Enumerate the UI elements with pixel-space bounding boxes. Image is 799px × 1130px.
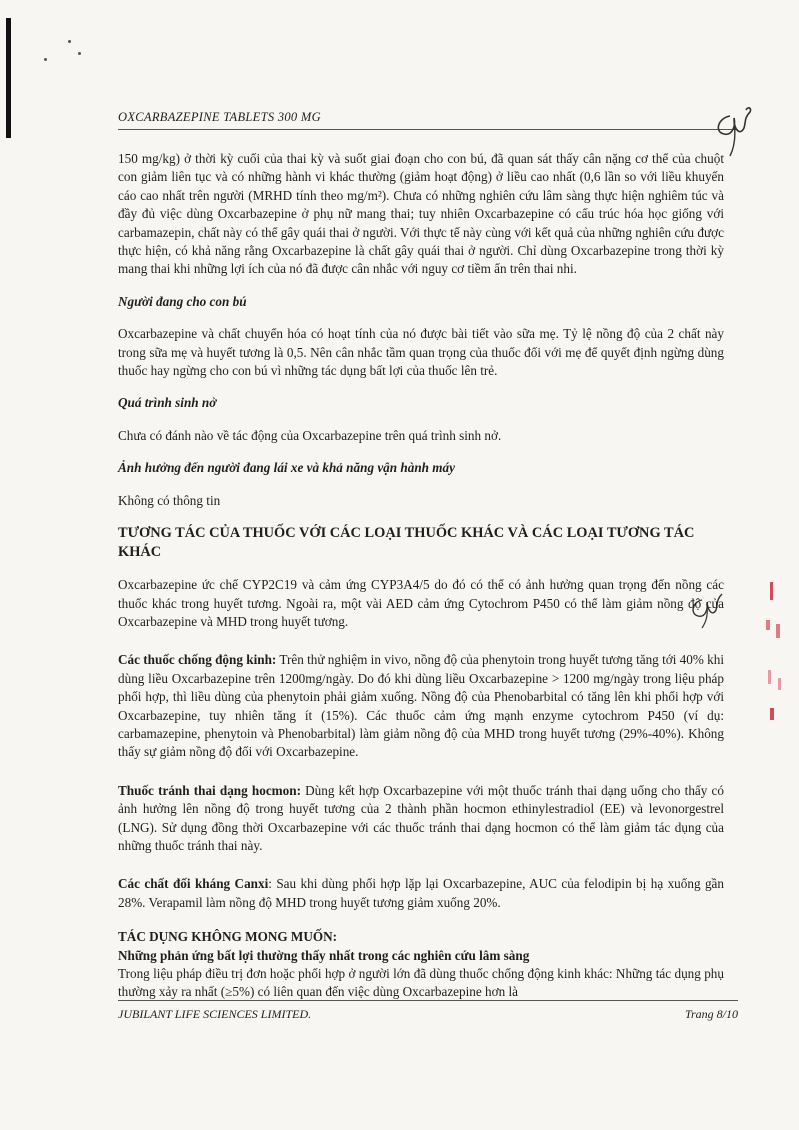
- paragraph-pregnancy: 150 mg/kg) ở thời kỳ cuối của thai kỳ và suốt giai đoạn cho con bú, đã quan sát thấy cân nặng cơ thể của chuột con giảm liên tục và có những hành vi khác thường (giảm hoạt động) ở liều cao nhất (0,6 lần so với liều khuyến cáo cao nhất trên người (MRHD tính theo mg/m²). Chưa có những nghiên cứu lâm sàng thực hiện nghiêm túc và đầy đủ việc dùng Oxcarbazepine ở phụ nữ mang thai; tuy nhiên Oxcarbazepine có cấu trúc hóa học giống với carbamazepin, chất này có thể gây quái thai ở người. Với thực tế này cùng với kết quả của những nghiên cứu được thực hiện, có khả năng rằng Oxcarbazepine là chất gây quái thai ở người. Chỉ dùng Oxcarbazepine trong thời kỳ mang thai khi những lợi ích của nó đã được cân nhắc với nguy cơ tiềm ẩn trên thai nhi.: [118, 151, 724, 277]
- section-heading-interactions: TƯƠNG TÁC CỦA THUỐC VỚI CÁC LOẠI THUỐC KHÁC VÀ CÁC LOẠI TƯƠNG TÁC KHÁC: [118, 525, 695, 561]
- label-contraceptives: Thuốc tránh thai dạng hocmon:: [118, 782, 301, 798]
- scan-speck: [44, 58, 47, 61]
- section-heading-adverse-effects: TÁC DỤNG KHÔNG MONG MUỐN:: [118, 929, 338, 945]
- scan-speck: [78, 52, 81, 55]
- page-header: [118, 110, 738, 130]
- paragraph-antiepileptics: [118, 651, 724, 761]
- paragraph-calcium-antagonists: [118, 875, 724, 912]
- label-antiepileptics: Các thuốc chống động kinh:: [118, 652, 277, 668]
- header-title: OXCARBAZEPINE TABLETS 300 MG: [118, 110, 321, 124]
- margin-stamp-marks: [760, 580, 790, 730]
- paragraph-adverse-effects: Trong liệu pháp điều trị đơn hoặc phối hợp ở người lớn đã dùng thuốc chống động kinh khác: Những tác dụng phụ thường xảy ra nhất (≥5%) có liên quan đến việc dùng Oxcarbazepine hơn là: [118, 966, 724, 1000]
- scan-artifact-bar: [6, 18, 11, 138]
- text-calcium-antagonists: : Sau khi dùng phối hợp lặp lại Oxcarbazepine, AUC của felodipin bị hạ xuống gần 28%. Verapamil làm nồng độ MHD trong huyết tương giảm xuống 20%.: [118, 876, 724, 910]
- paragraph-interactions-intro: Oxcarbazepine ức chế CYP2C19 và cảm ứng CYP3A4/5 do đó có thể có ảnh hưởng quan trọng đến nồng các thuốc khác trong huyết tương. Ngoài ra, một vài AED cảm ứng Cytochrom P450 có thể làm giảm nồng độ của Oxcarbazepine và MHD trong huyết tương.: [118, 577, 724, 629]
- heading-breastfeeding: Người đang cho con bú: [118, 293, 247, 309]
- text-antiepileptics: Trên thử nghiệm in vivo, nồng độ của phenytoin trong huyết tương tăng tới 40% khi dùng liều Oxcarbazepine trên 1200mg/ngày. Do đó khi dùng liều Oxcarbazepine > 1200 mg/ngày trong liệu pháp phối hợp, thì liều dùng của phenytoin phải giảm xuống. Nồng độ của Phenobarbital có tăng lên khi phối hợp với Oxcarbazepine, tuy nhiên tăng ít (15%). Các thuốc cảm ứng mạnh enzyme cytochrom P450 (ví dụ: carbamazepine, phenytoin và Phenobarbital) làm giảm nồng độ của MHD trong huyết tương (29%-40%). Không thấy sự giảm nồng độ đối với Oxcarbazepine.: [118, 652, 724, 760]
- paragraph-labor: Chưa có đánh nào về tác động của Oxcarbazepine trên quá trình sinh nở.: [118, 427, 502, 443]
- page-footer: [118, 1000, 738, 1022]
- footer-page-number: Trang 8/10: [684, 1007, 738, 1021]
- text-contraceptives: Dùng kết hợp Oxcarbazepine với một thuốc tránh thai dạng uống cho thấy có ảnh hưởng lên nồng độ trong huyết tương của 2 thành phần hocmon ethinylestradiol (EE) và levonorgestrel (LNG). Sử dụng đồng thời Oxcarbazepine với các thuốc tránh thai dạng hocmon có thể làm giảm tác dụng của những thuốc tránh thai này.: [118, 782, 724, 853]
- paragraph-contraceptives: [118, 782, 724, 856]
- footer-company: JUBILANT LIFE SCIENCES LIMITED.: [118, 1007, 312, 1021]
- heading-driving: Ảnh hưởng đến người đang lái xe và khả năng vận hành máy: [118, 460, 456, 476]
- paragraph-driving: Không có thông tin: [118, 492, 221, 508]
- document-body: [118, 150, 724, 1016]
- scan-speck: [68, 40, 71, 43]
- label-calcium-antagonists: Các chất đối kháng Canxi: [118, 876, 269, 892]
- subheading-adverse-effects: Những phản ứng bất lợi thường thấy nhất trong các nghiên cứu lâm sàng: [118, 947, 530, 963]
- paragraph-breastfeeding: Oxcarbazepine và chất chuyển hóa có hoạt tính của nó được bài tiết vào sữa mẹ. Tỷ lệ nồng độ của 2 chất này trong sữa mẹ và huyết tương là 0,5. Nên cân nhắc tầm quan trọng của thuốc đối với mẹ để quyết định ngừng dùng thuốc hay ngừng cho con bú vì những tác dụng bất lợi của thuốc lên trẻ.: [118, 326, 724, 379]
- heading-labor: Quá trình sinh nở: [118, 395, 217, 411]
